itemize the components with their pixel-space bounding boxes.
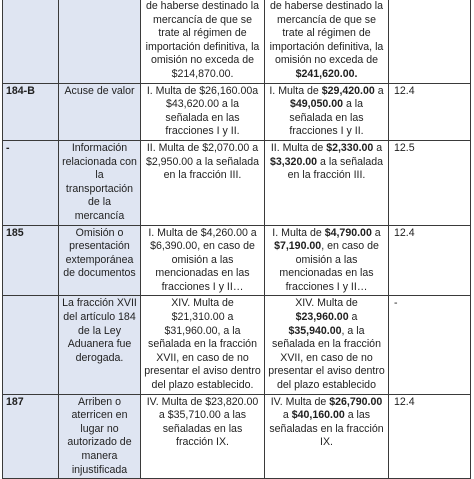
previous-fine-cell: [141, 83, 265, 140]
previous-fine-text: I. Multa de $4,260.00 a $6,390.00, en caso de omisión a las mencionadas en las fracciones I y II…: [148, 226, 257, 293]
percent-cell: [389, 394, 471, 479]
new-fine-amount: $241,620.00.: [295, 67, 358, 80]
article-number: 185: [6, 226, 24, 239]
new-fine-cell: [265, 296, 389, 394]
previous-fine-text: IV. Multa de $23,820.00 a $35,710.00 a las señaladas en las fracción IX.: [146, 395, 259, 449]
new-fine-cell: [265, 394, 389, 479]
article-number: 184-B: [6, 84, 35, 97]
previous-fine-text: II. Multa de $2,070.00 a $2,950.00 a la señalada en la fracción III.: [145, 141, 260, 182]
description-text: Omisión o presentación extemporánea de documentos: [63, 226, 136, 280]
percent-cell: [389, 225, 471, 296]
new-fine-text: a: [374, 84, 384, 97]
new-fine-text: IV. Multa de: [270, 395, 330, 408]
description-text: La fracción XVII del artículo 184 de la Ley Aduanera fue derogada.: [62, 297, 137, 364]
description-cell: [59, 225, 141, 296]
description-text: Información relacionada con la transportación de la mercancía: [62, 141, 137, 222]
article-cell: [3, 140, 59, 225]
table-row: [3, 394, 471, 479]
new-fine-min: $23,960.00: [295, 311, 349, 324]
new-fine-text: de haberse destinado la mercancía de que se trate al régimen de importación definitiva, la omisión no exceda de: [269, 0, 384, 67]
percent-text: 12.4: [394, 84, 415, 97]
table-row: [3, 83, 471, 140]
new-fine-text: a: [348, 311, 358, 324]
description-cell: [59, 0, 141, 83]
percent-text: -: [394, 297, 398, 310]
new-fine-max: $40,160.00: [291, 409, 345, 422]
article-cell: [3, 0, 59, 83]
article-number: 187: [6, 395, 24, 408]
table-row: [3, 296, 471, 394]
table-row: [3, 140, 471, 225]
description-text: Acuse de valor: [64, 84, 135, 97]
new-fine-text: a la señalada en la fracción III.: [287, 155, 384, 182]
percent-cell: [389, 0, 471, 83]
percent-text: 12.4: [394, 226, 415, 239]
article-cell: [3, 296, 59, 394]
article-number: -: [6, 141, 10, 154]
new-fine-max: $35,940.00: [288, 324, 342, 337]
new-fine-text: II. Multa de: [270, 141, 327, 154]
article-cell: [3, 83, 59, 140]
new-fine-text: I. Multa de: [272, 226, 325, 239]
new-fine-text: a: [373, 141, 383, 154]
description-text: Arriben o aterricen en lugar no autorizado de manera injustificada: [67, 395, 132, 476]
new-fine-text: a las señaladas en la fracción IX.: [269, 409, 384, 449]
previous-fine-text: I. Multa de $26,160.00a $43,620.00 a la señalada en las fracciones I y II.: [146, 84, 259, 138]
previous-fine-text: de haberse destinado la mercancía de que se trate al régimen de importación definitiva, la omisión no exceda de $214,870.00.: [145, 0, 260, 80]
new-fine-cell: [265, 140, 389, 225]
article-cell: [3, 225, 59, 296]
new-fine-max: $3,320.00: [269, 155, 318, 168]
new-fine-min: $2,330.00: [326, 141, 374, 154]
previous-fine-cell: [141, 394, 265, 479]
description-cell: [59, 394, 141, 479]
description-cell: [59, 83, 141, 140]
description-cell: [59, 140, 141, 225]
fines-table: [2, 0, 471, 479]
table-row: [3, 225, 471, 296]
new-fine-min: $4,790.00: [324, 226, 372, 239]
new-fine-cell: [265, 83, 389, 140]
percent-text: 12.5: [394, 141, 415, 154]
table-row: [3, 0, 471, 83]
new-fine-text: XIV. Multa de: [295, 297, 358, 310]
new-fine-text: a: [282, 409, 292, 422]
previous-fine-cell: [141, 225, 265, 296]
previous-fine-text: XIV. Multa de $21,310.00 a $31,960.00, a la señalada en la fracción XVII, en caso de no presentar el aviso dentro del plazo establecido.: [144, 297, 261, 392]
new-fine-max: $49,050.00: [289, 98, 343, 111]
percent-cell: [389, 296, 471, 394]
new-fine-cell: [265, 225, 389, 296]
percent-cell: [389, 140, 471, 225]
new-fine-text: , a la señalada en la fracción XVII, en caso de no presentar el aviso dentro del plazo establecido: [268, 324, 385, 392]
previous-fine-cell: [141, 0, 265, 83]
new-fine-cell: [265, 0, 389, 83]
new-fine-text: a la señalada en las fracciones I y II.: [289, 98, 364, 138]
new-fine-text: , en caso de omisión a las mencionadas en las fracciones I y II…: [279, 240, 379, 293]
new-fine-min: $26,790.00: [329, 395, 383, 408]
new-fine-min: $29,420.00: [321, 84, 375, 97]
new-fine-text: a: [371, 226, 381, 239]
description-cell: [59, 296, 141, 394]
percent-text: 12.4: [394, 395, 415, 408]
new-fine-max: $7,190.00: [274, 240, 322, 253]
previous-fine-cell: [141, 296, 265, 394]
percent-cell: [389, 83, 471, 140]
new-fine-text: I. Multa de: [269, 84, 322, 97]
previous-fine-cell: [141, 140, 265, 225]
article-cell: [3, 394, 59, 479]
